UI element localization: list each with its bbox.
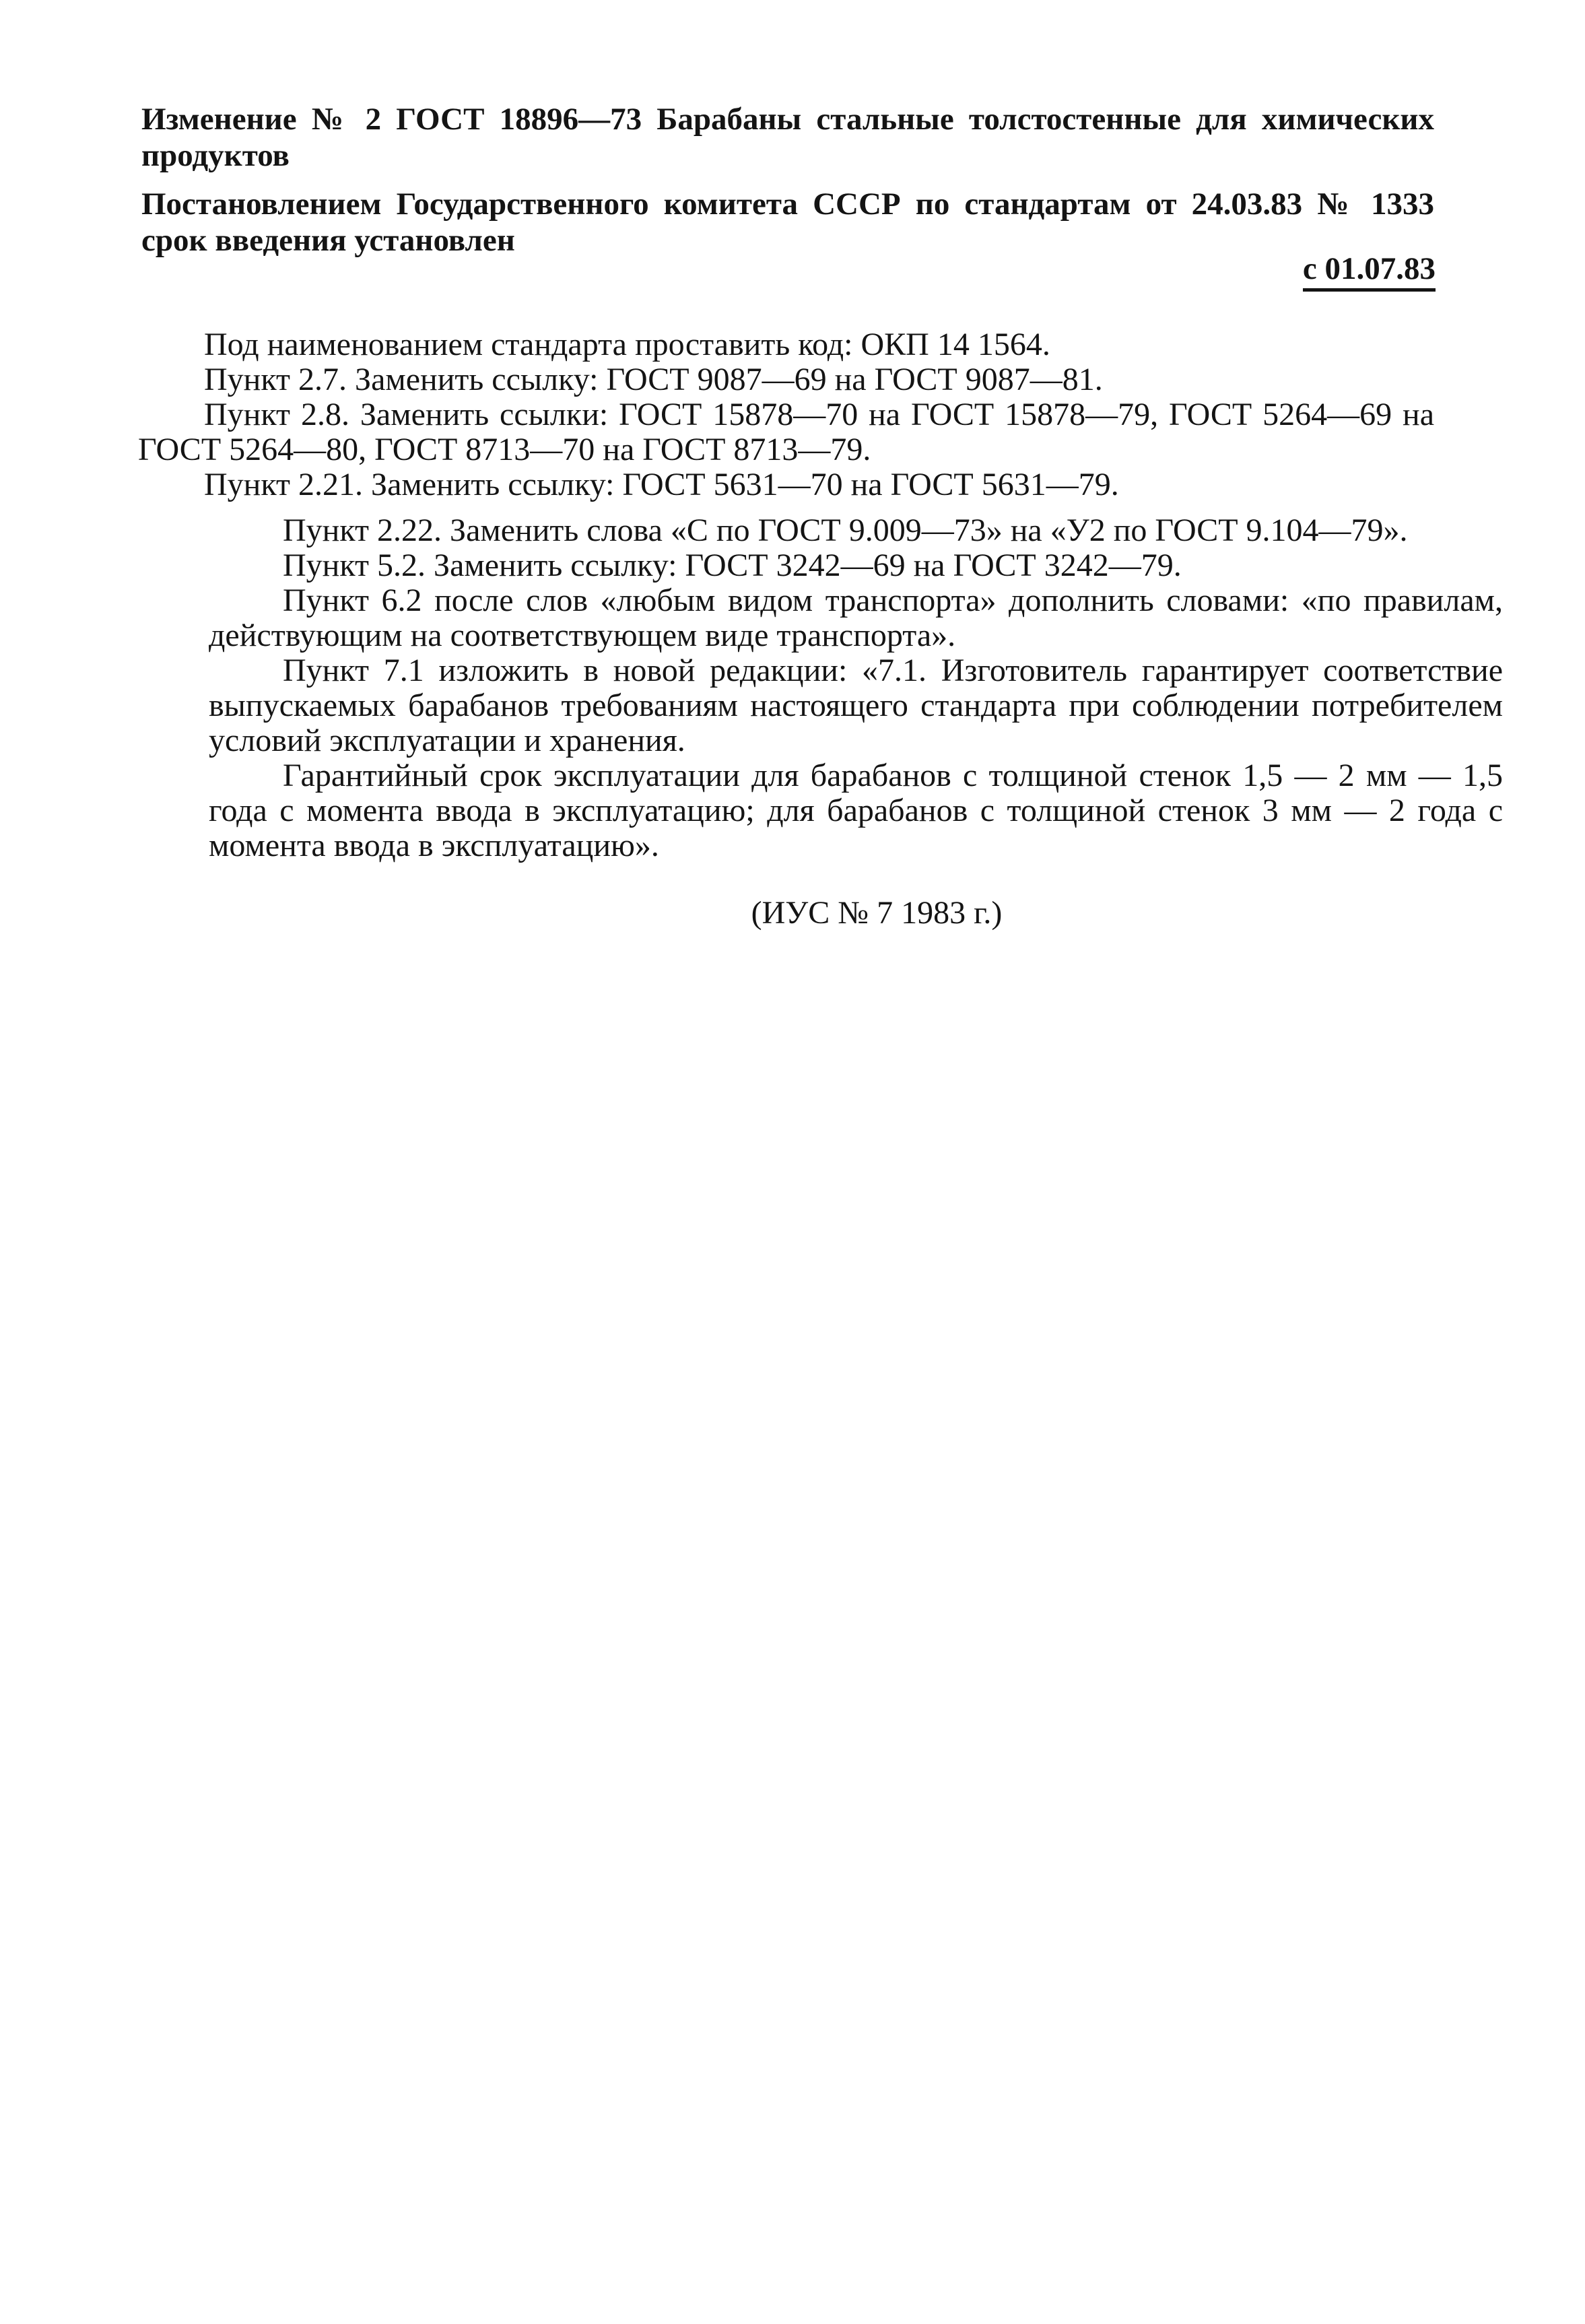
amendment-paragraph: Пункт 2.8. Заменить ссылки: ГОСТ 15878—70 на ГОСТ 15878—79, ГОСТ 5264—69 на ГОСТ 5264—80, ГОСТ 8713—70 на ГОСТ 8713—79. bbox=[138, 397, 1434, 467]
amendment-paragraph: Пункт 7.1 изложить в новой редакции: «7.1. Изготовитель гарантирует соответствие выпускаемых барабанов требованиям настоящего стандарта при соблюдении потребителем условий эксплуатации и хранения. bbox=[209, 653, 1503, 758]
amendment-items-group-2 bbox=[209, 513, 1503, 863]
amendment-paragraph: Пункт 2.7. Заменить ссылку: ГОСТ 9087—69 на ГОСТ 9087—81. bbox=[204, 362, 1103, 397]
amendment-paragraph: Пункт 2.22. Заменить слова «С по ГОСТ 9.009—73» на «У2 по ГОСТ 9.104—79». bbox=[283, 512, 1408, 548]
amendment-title bbox=[141, 101, 1434, 174]
amendment-items-group-1 bbox=[138, 327, 1434, 502]
amendment-title-text: Изменение № 2 ГОСТ 18896—73 Барабаны стальные толстостенные для химических продуктов bbox=[141, 102, 1434, 173]
source-reference: (ИУС № 7 1983 г.) bbox=[751, 895, 1003, 931]
amendment-paragraph: Под наименованием стандарта проставить код: ОКП 14 1564. bbox=[204, 327, 1050, 362]
resolution-text: Постановлением Государственного комитета СССР по стандартам от 24.03.83 № 1333 срок введения установлен bbox=[141, 187, 1434, 258]
amendment-paragraph: Пункт 6.2 после слов «любым видом транспорта» дополнить словами: «по правилам, действующим на соответствующем виде транспорта». bbox=[209, 583, 1503, 653]
effective-date-value: с 01.07.83 bbox=[1303, 251, 1436, 292]
amendment-paragraph: Пункт 5.2. Заменить ссылку: ГОСТ 3242—69 на ГОСТ 3242—79. bbox=[283, 547, 1182, 583]
resolution-statement bbox=[141, 186, 1434, 259]
effective-date bbox=[1303, 251, 1436, 292]
amendment-paragraph: Гарантийный срок эксплуатации для барабанов с толщиной стенок 1,5 — 2 мм — 1,5 года с момента ввода в эксплуатацию; для барабанов с толщиной стенок 3 мм — 2 года с момента ввода в эксплуатацию». bbox=[209, 758, 1503, 863]
amendment-paragraph: Пункт 2.21. Заменить ссылку: ГОСТ 5631—70 на ГОСТ 5631—79. bbox=[204, 467, 1119, 502]
